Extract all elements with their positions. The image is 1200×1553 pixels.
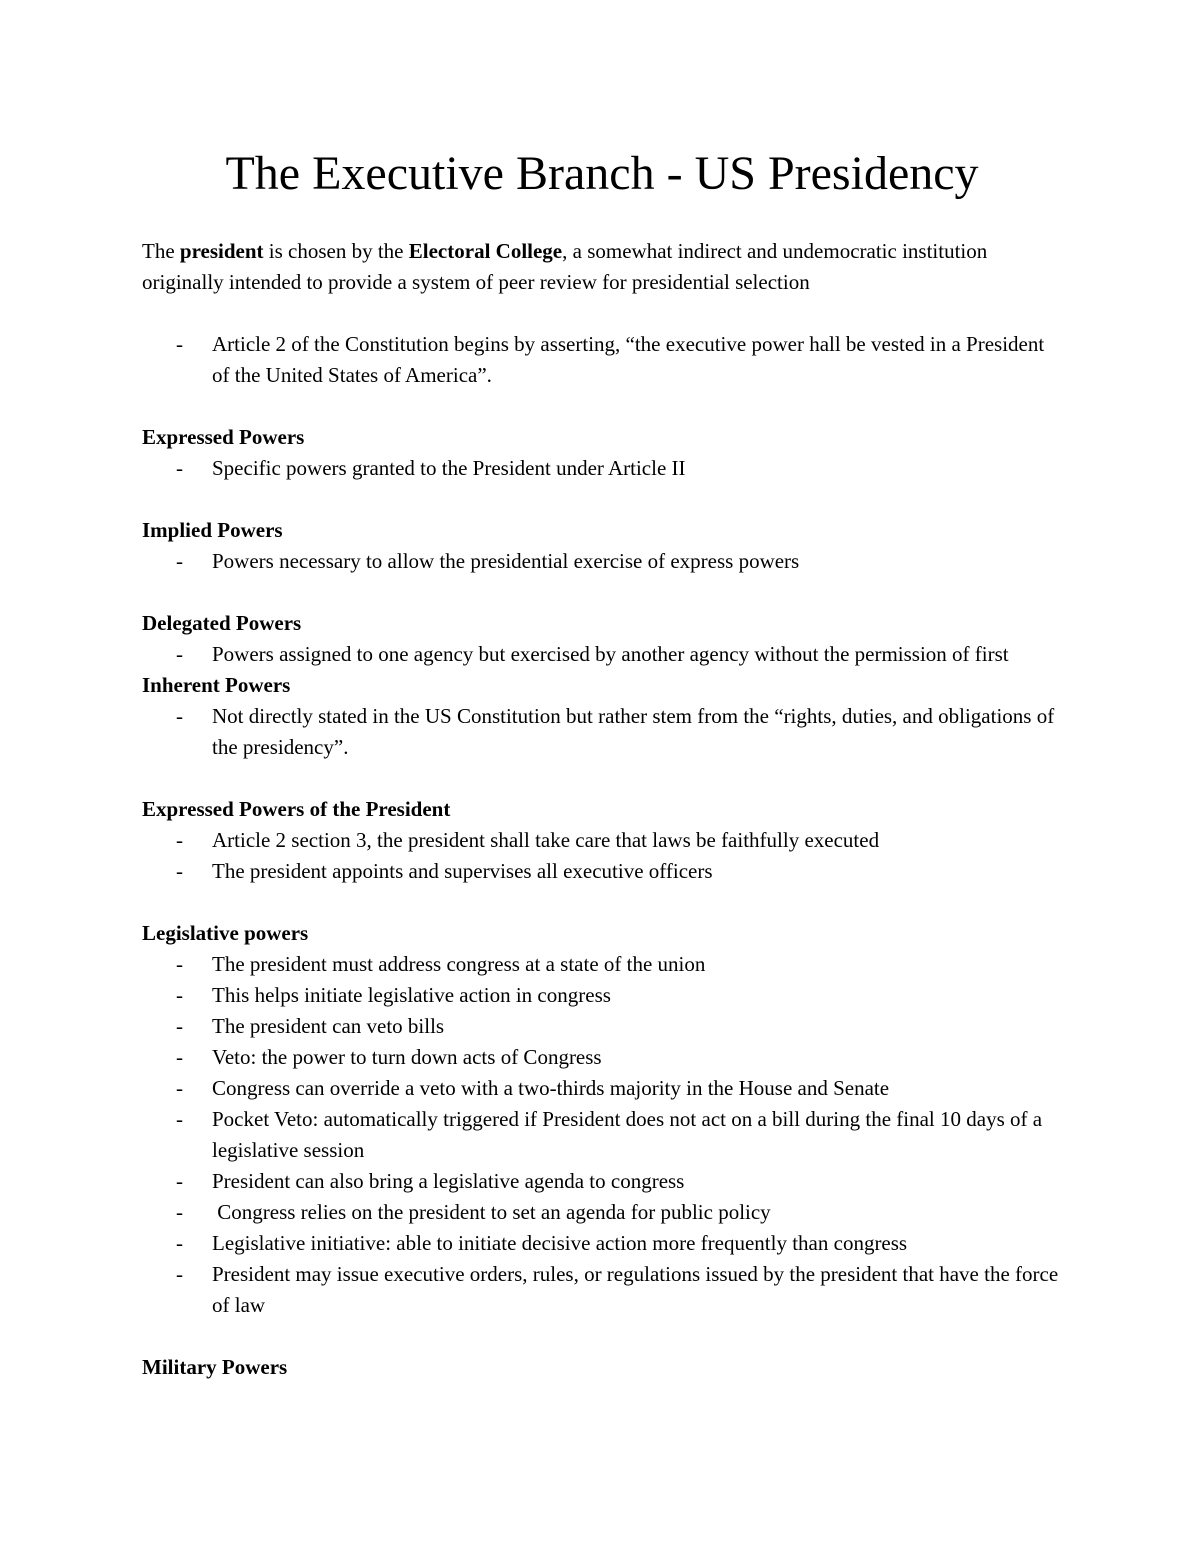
intro-text-3: , a somewhat indirect and undemocratic institution originally intended to provide a system of peer review for presidential selection [142, 239, 988, 294]
list-item: - The president appoints and supervises all executive officers [142, 856, 1060, 887]
dash-bullet: - [176, 1014, 183, 1038]
dash-bullet: - [176, 642, 183, 666]
dash-bullet: - [176, 983, 183, 1007]
list-item: - Veto: the power to turn down acts of Congress [142, 1042, 1060, 1073]
heading-inherent-powers: Inherent Powers [142, 673, 291, 697]
list-item: - Article 2 section 3, the president shall take care that laws be faithfully executed [142, 825, 1060, 856]
dash-bullet: - [176, 828, 183, 852]
list-item: - Not directly stated in the US Constitution but rather stem from the “rights, duties, and obligations of the presidency”. [142, 701, 1060, 763]
article-list [142, 329, 1060, 391]
delegated-powers-list [142, 639, 1060, 670]
list-item: - Specific powers granted to the President under Article II [142, 453, 1060, 484]
heading-legislative-powers: Legislative powers [142, 921, 309, 945]
legislative-powers-list [142, 949, 1060, 1321]
dash-bullet: - [176, 704, 183, 728]
list-item: - President may issue executive orders, rules, or regulations issued by the president that have the force of law [142, 1259, 1060, 1321]
dash-bullet: - [176, 859, 183, 883]
heading-military-powers: Military Powers [142, 1355, 288, 1379]
dash-bullet: - [176, 1076, 183, 1100]
list-item: - Congress relies on the president to set an agenda for public policy [142, 1197, 1060, 1228]
dash-bullet: - [176, 1262, 183, 1286]
expressed-powers-list [142, 453, 1060, 484]
dash-bullet: - [176, 952, 183, 976]
intro-term-president: president [179, 239, 264, 263]
heading-delegated-powers: Delegated Powers [142, 611, 302, 635]
dash-bullet: - [176, 1169, 183, 1193]
list-item: - The president must address congress at a state of the union [142, 949, 1060, 980]
list-item: - Powers assigned to one agency but exercised by another agency without the permission of first [142, 639, 1060, 670]
list-item: - President can also bring a legislative agenda to congress [142, 1166, 1060, 1197]
intro-term-electoral-college: Electoral College [408, 239, 563, 263]
document-title: The Executive Branch - US Presidency [225, 147, 979, 200]
expressed-president-list [142, 825, 1060, 887]
list-item: - Article 2 of the Constitution begins by asserting, “the executive power hall be vested in a President of the United States of America”. [142, 329, 1060, 391]
inherent-powers-list [142, 701, 1060, 763]
dash-bullet: - [176, 456, 183, 480]
dash-bullet: - [176, 549, 183, 573]
list-item: - Legislative initiative: able to initiate decisive action more frequently than congress [142, 1228, 1060, 1259]
heading-expressed-powers-of-president: Expressed Powers of the President [142, 797, 451, 821]
heading-implied-powers: Implied Powers [142, 518, 283, 542]
heading-expressed-powers: Expressed Powers [142, 425, 305, 449]
intro-text-1: The [142, 239, 180, 263]
dash-bullet: - [176, 1231, 183, 1255]
intro-text-2: is chosen by the [263, 239, 409, 263]
list-item: - Congress can override a veto with a two-thirds majority in the House and Senate [142, 1073, 1060, 1104]
intro-paragraph [142, 236, 1060, 298]
list-item: - Powers necessary to allow the presidential exercise of express powers [142, 546, 1060, 577]
dash-bullet: - [176, 1200, 183, 1224]
list-item: - This helps initiate legislative action in congress [142, 980, 1060, 1011]
dash-bullet: - [176, 1045, 183, 1069]
dash-bullet: - [176, 332, 183, 356]
list-item: - Pocket Veto: automatically triggered if President does not act on a bill during the final 10 days of a legislative session [142, 1104, 1060, 1166]
list-item: - The president can veto bills [142, 1011, 1060, 1042]
dash-bullet: - [176, 1107, 183, 1131]
implied-powers-list [142, 546, 1060, 577]
